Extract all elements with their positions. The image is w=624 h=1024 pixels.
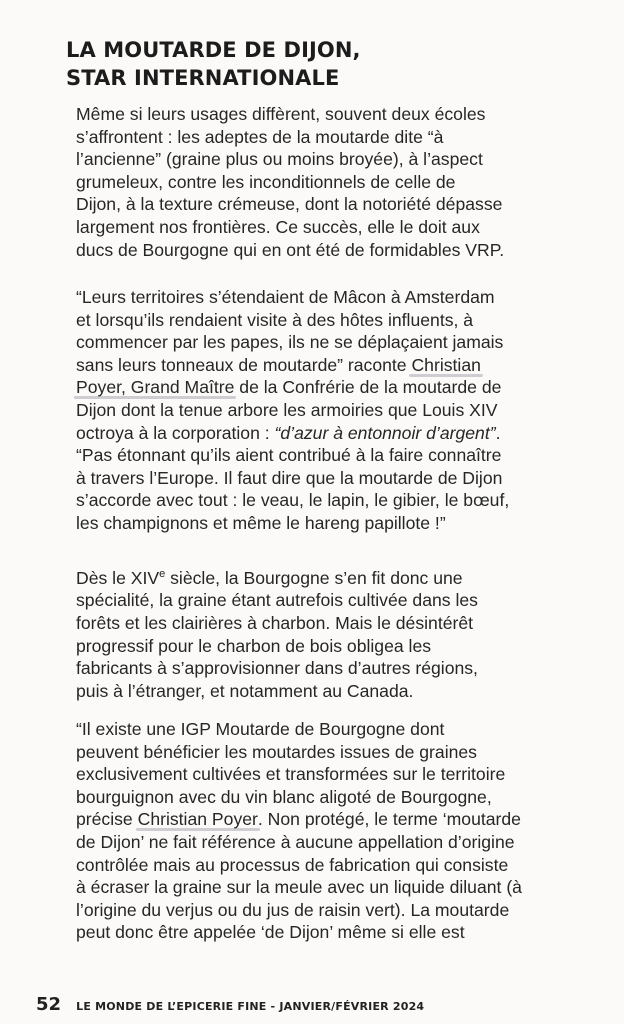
text-line: commencer par les papes, ils ne se déplaçaient jamais bbox=[76, 332, 504, 353]
text-line: et lorsqu’ils rendaient visite à des hôtes influents, à bbox=[76, 309, 474, 330]
text-line: grumeleux, contre les inconditionnels de celle de bbox=[76, 171, 456, 192]
text-line: à écraser la graine sur la meule avec un liquide diluant (à bbox=[76, 877, 522, 898]
paragraph-quote-poyer bbox=[76, 286, 616, 535]
text-line: forêts et les clairières à charbon. Mais le désintérêt bbox=[76, 613, 474, 634]
text-line bbox=[76, 376, 616, 399]
text-line: Dijon, à la texture crémeuse, dont la notoriété dépasse bbox=[76, 194, 503, 215]
text-line: s’accorde avec tout : le veau, le lapin, le gibier, le bœuf, bbox=[76, 490, 510, 511]
text-line: exclusivement cultivées et transformées sur le territoire bbox=[76, 764, 506, 785]
text-line: progressif pour le charbon de bois obligea les bbox=[76, 635, 432, 656]
paragraph-history bbox=[76, 563, 616, 702]
text-line: “Leurs territoires s’étendaient de Mâcon à Amsterdam bbox=[76, 287, 495, 307]
text-line bbox=[76, 808, 616, 831]
text-line bbox=[76, 422, 616, 445]
highlighted-name: Christian Poyer bbox=[137, 809, 258, 830]
article-title bbox=[66, 36, 586, 92]
text-segment: octroya à la corporation : bbox=[76, 422, 275, 443]
text-line: fabricants à s’approvisionner dans d’autres régions, bbox=[76, 658, 478, 679]
text-line: “Pas étonnant qu’ils aient contribué à la faire connaître bbox=[76, 445, 502, 466]
text-line: de Dijon’ ne fait référence à aucune appellation d’origine bbox=[76, 831, 515, 852]
superscript: e bbox=[159, 568, 166, 580]
text-line: largement nos frontières. Ce succès, elle le doit aux bbox=[76, 216, 480, 237]
text-line: contrôlée mais au processus de fabrication qui consiste bbox=[76, 854, 509, 875]
text-line: Dijon dont la tenue arbore les armoiries que Louis XIV bbox=[76, 399, 498, 420]
text-segment: de la Confrérie de la moutarde de bbox=[234, 377, 502, 398]
text-line: l’origine du verjus ou du jus de raisin vert). La moutarde bbox=[76, 899, 510, 920]
paragraph-igp bbox=[76, 718, 616, 944]
title-line-1: LA MOUTARDE DE DIJON, bbox=[66, 38, 361, 62]
title-line-2: STAR INTERNATIONALE bbox=[66, 66, 340, 90]
text-line: à travers l’Europe. Il faut dire que la moutarde de Dijon bbox=[76, 467, 503, 488]
highlighted-name: Christian bbox=[411, 354, 481, 375]
text-line: ducs de Bourgogne qui en ont été de formidables VRP. bbox=[76, 239, 505, 260]
text-segment: sans leurs tonneaux de moutarde” raconte bbox=[76, 354, 412, 375]
text-line bbox=[76, 563, 616, 589]
text-line: bourguignon avec du vin blanc aligoté de Bourgogne, bbox=[76, 786, 492, 807]
text-line: s’affrontent : les adeptes de la moutarde dite “à bbox=[76, 126, 444, 147]
text-line: “Il existe une IGP Moutarde de Bourgogne dont bbox=[76, 719, 445, 739]
italic-motto: “d’azur à entonnoir d’argent” bbox=[274, 422, 496, 443]
text-line bbox=[76, 354, 616, 377]
text-segment: . bbox=[495, 422, 501, 443]
text-segment: Dès le XIV bbox=[76, 567, 160, 588]
text-segment: siècle, la Bourgogne s’en fit donc une bbox=[165, 567, 463, 588]
text-line: puis à l’étranger, et notamment au Canada. bbox=[76, 680, 414, 701]
page-number: 52 bbox=[36, 994, 62, 1015]
text-line: les champignons et même le hareng papillote !” bbox=[76, 512, 446, 533]
page-footer bbox=[36, 994, 616, 1015]
text-line: spécialité, la graine étant autrefois cultivée dans les bbox=[76, 590, 478, 611]
text-segment: précise bbox=[76, 809, 138, 830]
text-segment: . Non protégé, le terme ‘moutarde bbox=[257, 809, 521, 830]
publication-info: LE MONDE DE L’EPICERIE FINE - JANVIER/FÉVRIER 2024 bbox=[76, 1000, 425, 1013]
text-line: l’ancienne” (graine plus ou moins broyée), à l’aspect bbox=[76, 149, 483, 170]
text-line: peut donc être appelée ‘de Dijon’ même si elle est bbox=[76, 922, 465, 943]
text-line: peuvent bénéficier les moutardes issues de graines bbox=[76, 741, 477, 762]
text-line: Même si leurs usages diffèrent, souvent deux écoles bbox=[76, 104, 486, 124]
paragraph-intro bbox=[76, 103, 616, 261]
highlighted-title: Poyer, Grand Maître bbox=[76, 377, 235, 398]
